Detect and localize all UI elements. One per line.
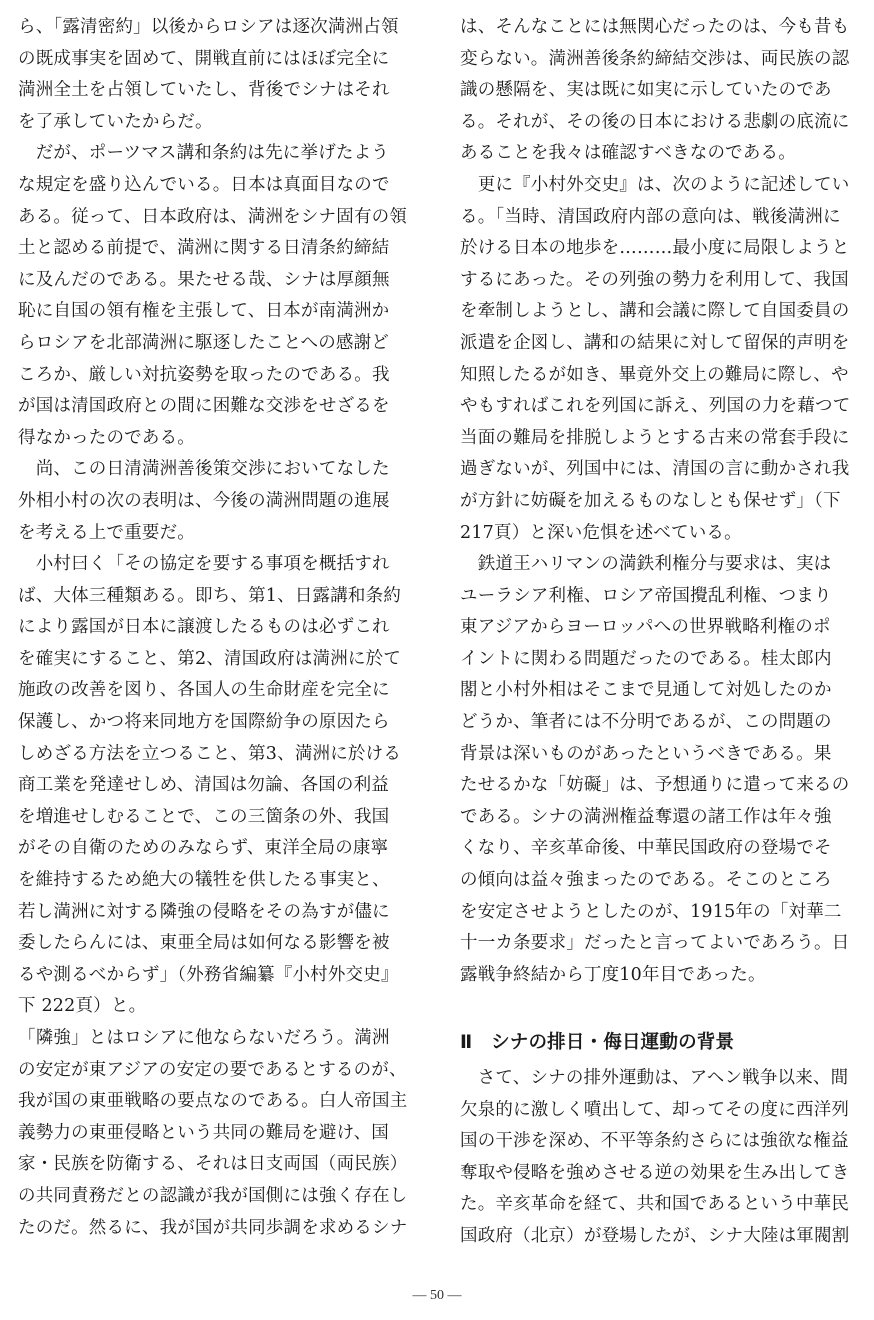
text-line: 東アジアからヨーロッパへの世界戦略利権のポ xyxy=(460,617,831,638)
text-line: さて、シナの排外運動は、アヘン戦争以来、間 xyxy=(460,1068,849,1088)
text-line: を牽制しようとし、講和会議に際して自国委員の xyxy=(460,301,850,322)
text-line: イントに関わる問題だったのである。桂太郎内 xyxy=(460,648,832,669)
text-line: 委したらんには、東亜全局は如何なる影響を被 xyxy=(18,933,390,954)
text-line: くなり、辛亥革命後、中華民国政府の登場でそ xyxy=(460,838,832,859)
text-line: 背景は深いものがあったというべきである。果 xyxy=(460,743,832,764)
text-line: 家・民族を防衛する、それは日支両国（両民族） xyxy=(18,1154,408,1175)
text-line: 更に『小村外交史』は、次のように記述してい xyxy=(460,174,850,195)
text-line: の共同責務だとの認識が我が国側には強く存在し xyxy=(18,1185,408,1206)
text-line: ば、大体三種類ある。即ち、第1、日露講和条約 xyxy=(18,585,402,606)
text-line: 奪取や侵略を強めさせる逆の効果を生み出してき xyxy=(460,1162,850,1183)
text-line: が方針に妨礙を加えるものなしとも保せず」（下 xyxy=(460,490,841,511)
text-line: の傾向は益々強まったのである。そこのところ xyxy=(460,870,832,891)
text-line: 知照したるが如き、畢竟外交上の難局に際し、や xyxy=(460,364,849,385)
text-line: 欠泉的に激しく噴出して、却ってその度に西洋列 xyxy=(460,1099,850,1120)
text-line: ころか、厳しい対抗姿勢を取ったのである。我 xyxy=(18,364,390,385)
text-line: 土と認める前提で、満洲に関する日清条約締結 xyxy=(18,238,390,259)
text-line: たのだ。然るに、我が国が共同歩調を求めるシナ xyxy=(18,1217,408,1238)
right-column-bottom-text xyxy=(460,1063,850,1253)
text-line: 217頁）と深い危惧を述べている。 xyxy=(460,522,742,543)
text-line: を確実にすること、第2、清国政府は満洲に於て xyxy=(18,648,402,669)
text-line: ら、「露清密約」以後からロシアは逐次満洲占領 xyxy=(18,17,399,37)
text-line: 露戦争終結から丁度10年目であった。 xyxy=(460,964,766,985)
text-line: 当面の難局を排脱しようとする古来の常套手段に xyxy=(460,427,850,448)
text-line: 下 222頁）と。 xyxy=(18,996,147,1017)
text-line: る。「当時、清国政府内部の意向は、戦後満洲に xyxy=(460,206,841,227)
text-line: は、そんなことには無関心だったのは、今も昔も xyxy=(460,17,850,37)
text-line: らロシアを北部満洲に駆逐したことへの感謝ど xyxy=(18,332,389,353)
text-line: 若し満洲に対する隣強の侵略をその為すが儘に xyxy=(18,901,390,922)
text-line: 義勢力の東亜侵略という共同の難局を避け、国 xyxy=(18,1122,389,1143)
text-line: たせるかな「妨礙」は、予想通りに遣って来るの xyxy=(460,775,850,796)
text-line: 我が国の東亜戦略の要点なのである。白人帝国主 xyxy=(18,1091,408,1112)
text-line: 過ぎないが、列国中には、清国の言に動かされ我 xyxy=(460,459,850,480)
text-line: を了承していたからだ。 xyxy=(18,111,213,132)
text-line: を維持するため絶大の犠牲を供したる事実と、 xyxy=(18,870,390,891)
text-line: 外相小村の次の表明は、今後の満洲問題の進展 xyxy=(18,490,390,511)
text-line: の既成事実を固めて、開戦直前にはほぼ完全に xyxy=(18,48,390,69)
text-line: 恥に自国の領有権を主張して、日本が南満洲か xyxy=(18,301,390,322)
text-line: あることを我々は確認すべきなのである。 xyxy=(460,143,796,164)
text-line: 閣と小村外相はそこまで見通して対処したのか xyxy=(460,680,832,701)
text-line: どうか、筆者には不分明であるが、この問題の xyxy=(460,712,832,733)
text-line: 施政の改善を図り、各国人の生命財産を完全に xyxy=(18,680,390,701)
text-line: だが、ポーツマス講和条約は先に挙げたよう xyxy=(18,143,389,164)
text-line: た。辛亥革命を経て、共和国であるという中華民 xyxy=(460,1194,850,1215)
text-line: 得なかったのである。 xyxy=(18,427,195,448)
page-number: — 50 — xyxy=(412,1288,462,1303)
text-line: 商工業を発達せしめ、清国は勿論、各国の利益 xyxy=(18,775,389,796)
text-line: するにあった。その列強の勢力を利用して、我国 xyxy=(460,269,849,290)
text-line: しめざる方法を立つること、第3、満洲に於ける xyxy=(18,743,402,764)
text-line: ある。従って、日本政府は、満洲をシナ固有の領 xyxy=(18,206,408,227)
text-line: 十一カ条要求」だったと言ってよいであろう。日 xyxy=(460,933,850,954)
text-line: るや測るべからず」（外務省編纂『小村外交史』 xyxy=(18,964,399,985)
text-line: を考える上で重要だ。 xyxy=(18,522,195,543)
spacer xyxy=(460,991,850,1023)
text-line: である。シナの満洲権益奪還の諸工作は年々強 xyxy=(460,806,832,827)
left-column xyxy=(18,12,408,1244)
text-line: 小村曰く「その協定を要する事項を概括すれ xyxy=(18,554,390,575)
text-line: を増進せしむることで、この三箇条の外、我国 xyxy=(18,806,390,827)
text-line: がその自衛のためのみならず、東洋全局の康寧 xyxy=(18,838,389,859)
text-line: 「隣強」とはロシアに他ならないだろう。満洲 xyxy=(18,1028,390,1048)
text-line: 派遣を企図し、講和の結果に対して留保的声明を xyxy=(460,332,850,353)
text-line: 国の干渉を深め、不平等条約さらには強欲な権益 xyxy=(460,1131,849,1152)
text-line: ユーラシア利権、ロシア帝国攪乱利権、つまり xyxy=(460,585,832,606)
text-line: 満洲全土を占領していたし、背後でシナはそれ xyxy=(18,80,390,101)
text-line: る。それが、その後の日本における悲劇の底流に xyxy=(460,111,850,132)
text-line: な規定を盛り込んでいる。日本は真面目なので xyxy=(18,174,390,195)
text-line: を安定させようとしたのが、1915年の「対華二 xyxy=(460,901,842,922)
right-column-top-text xyxy=(460,12,850,991)
text-line: 国政府（北京）が登場したが、シナ大陸は軍閥割 xyxy=(460,1225,850,1246)
text-line: 鉄道王ハリマンの満鉄利権分与要求は、実は xyxy=(460,554,832,575)
text-line: 尚、この日清満洲善後策交渉においてなした xyxy=(18,459,390,480)
text-line: やもすればこれを列国に訴え、列国の力を藉つて xyxy=(460,396,850,417)
text-line: 変らない。満洲善後条約締結交渉は、両民族の認 xyxy=(460,48,850,69)
right-column xyxy=(460,12,850,1253)
text-line: 保護し、かつ将来同地方を国際紛争の原因たら xyxy=(18,712,390,733)
text-line: の安定が東アジアの安定の要であるとするのが、 xyxy=(18,1059,407,1080)
text-line: に及んだのである。果たせる哉、シナは厚顔無 xyxy=(18,269,390,290)
text-line: が国は清国政府との間に困難な交渉をせざるを xyxy=(18,396,390,417)
text-line: 識の懸隔を、実は既に如実に示していたのであ xyxy=(460,80,832,101)
text-line: 於ける日本の地歩を………最小度に局限しようと xyxy=(460,238,850,259)
section-heading: Ⅱ シナの排日・侮日運動の背景 xyxy=(460,1032,735,1053)
text-line: により露国が日本に譲渡したるものは必ずこれ xyxy=(18,617,390,638)
